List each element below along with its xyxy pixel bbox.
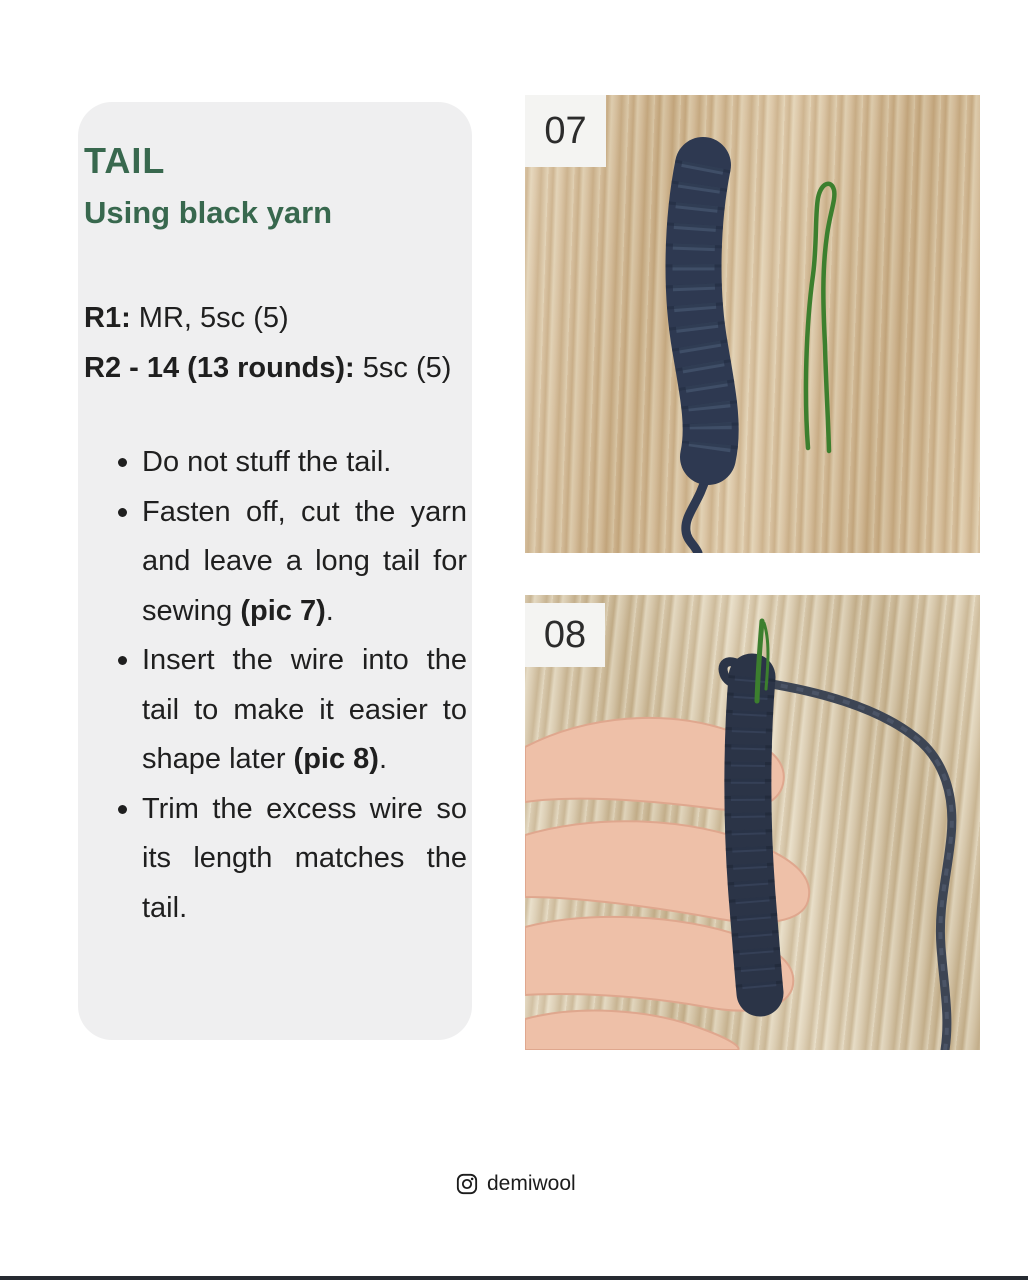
round-r2 [84, 344, 467, 394]
round-r1 [84, 294, 467, 344]
round-r1-text: MR, 5sc (5) [130, 302, 289, 334]
yarn-tail-strand [686, 477, 706, 553]
bullet-post: . [378, 743, 388, 775]
bottom-bar [0, 1276, 1028, 1280]
bullet-text: Trim the excess wire so its length matches the tail. [142, 792, 467, 924]
bullet-text: Insert the wire into the tail to make it easier to shape later [142, 644, 467, 775]
photo-08 [525, 595, 980, 1050]
floral-wire [806, 184, 834, 451]
section-title: TAIL [84, 140, 166, 181]
list-item [118, 438, 467, 488]
photo-07-label: 07 [525, 95, 606, 167]
rounds-block [84, 294, 467, 393]
crochet-strip [748, 677, 760, 993]
list-item [118, 488, 467, 637]
bullet-bold: (pic 8) [293, 743, 379, 775]
credit [456, 1172, 576, 1196]
bullet-bold: (pic 7) [240, 594, 326, 627]
crochet-tube [694, 165, 711, 457]
section-subtitle: Using black yarn [84, 195, 333, 230]
instructions-panel [78, 102, 472, 1040]
bullet-text: Do not stuff the tail. [142, 446, 392, 478]
credit-handle: demiwool [487, 1172, 576, 1195]
round-r2-text: 5sc (5) [354, 351, 452, 384]
bullet-text: Fasten off, cut the yarn and leave a long tail for sewing [142, 495, 467, 627]
photo-08-label: 08 [525, 603, 605, 667]
list-item [118, 636, 467, 785]
photo-07 [525, 95, 980, 553]
instagram-icon [456, 1173, 478, 1195]
list-item [118, 785, 467, 934]
round-r2-label: R2 - 14 (13 rounds): [84, 351, 355, 384]
instruction-list [84, 438, 467, 933]
bullet-post: . [325, 594, 334, 627]
round-r1-label: R1: [84, 302, 131, 334]
